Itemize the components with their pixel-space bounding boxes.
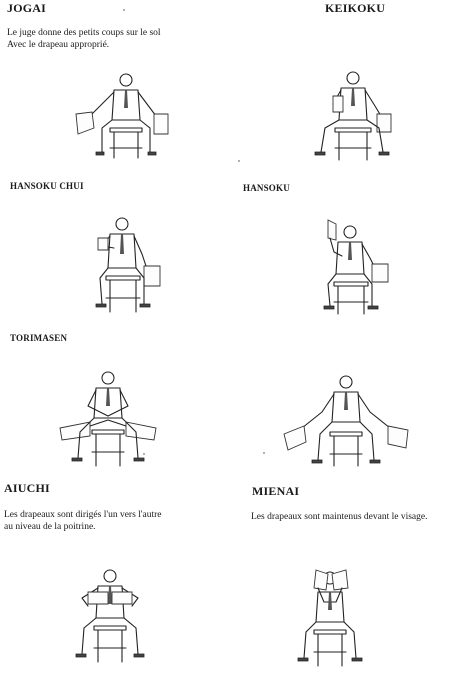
scan-speck bbox=[263, 452, 265, 454]
mienai-title: MIENAI bbox=[252, 484, 300, 498]
flags-spread-referee-illustration bbox=[282, 370, 412, 474]
jogai-referee-illustration bbox=[66, 68, 186, 168]
hansoku-referee-illustration bbox=[318, 210, 400, 322]
torimasen-referee-illustration bbox=[56, 366, 162, 474]
mienai-description-line-1: Les drapeaux sont maintenus devant le visage. bbox=[251, 512, 428, 522]
hansoku-chui-title: HANSOKU CHUI bbox=[10, 181, 84, 191]
jogai-title: JOGAI bbox=[7, 1, 47, 15]
hansoku-title: HANSOKU bbox=[243, 183, 290, 193]
scan-speck bbox=[238, 160, 240, 162]
aiuchi-description-line-2: au niveau de la poitrine. bbox=[4, 522, 96, 532]
scan-speck bbox=[123, 9, 125, 11]
keikoku-title: KEIKOKU bbox=[325, 1, 386, 15]
aiuchi-description-line-1: Les drapeaux sont dirigés l'un vers l'autre bbox=[4, 510, 162, 520]
jogai-description-line-2: Avec le drapeau approprié. bbox=[7, 40, 110, 50]
jogai-description-line-1: Le juge donne des petits coups sur le sol bbox=[7, 28, 161, 38]
keikoku-referee-illustration bbox=[303, 66, 413, 168]
aiuchi-referee-illustration bbox=[62, 564, 158, 672]
mienai-referee-illustration bbox=[292, 566, 370, 674]
hansoku-chui-referee-illustration bbox=[92, 212, 174, 324]
torimasen-title: TORIMASEN bbox=[10, 333, 68, 343]
aiuchi-title: AIUCHI bbox=[4, 481, 50, 495]
